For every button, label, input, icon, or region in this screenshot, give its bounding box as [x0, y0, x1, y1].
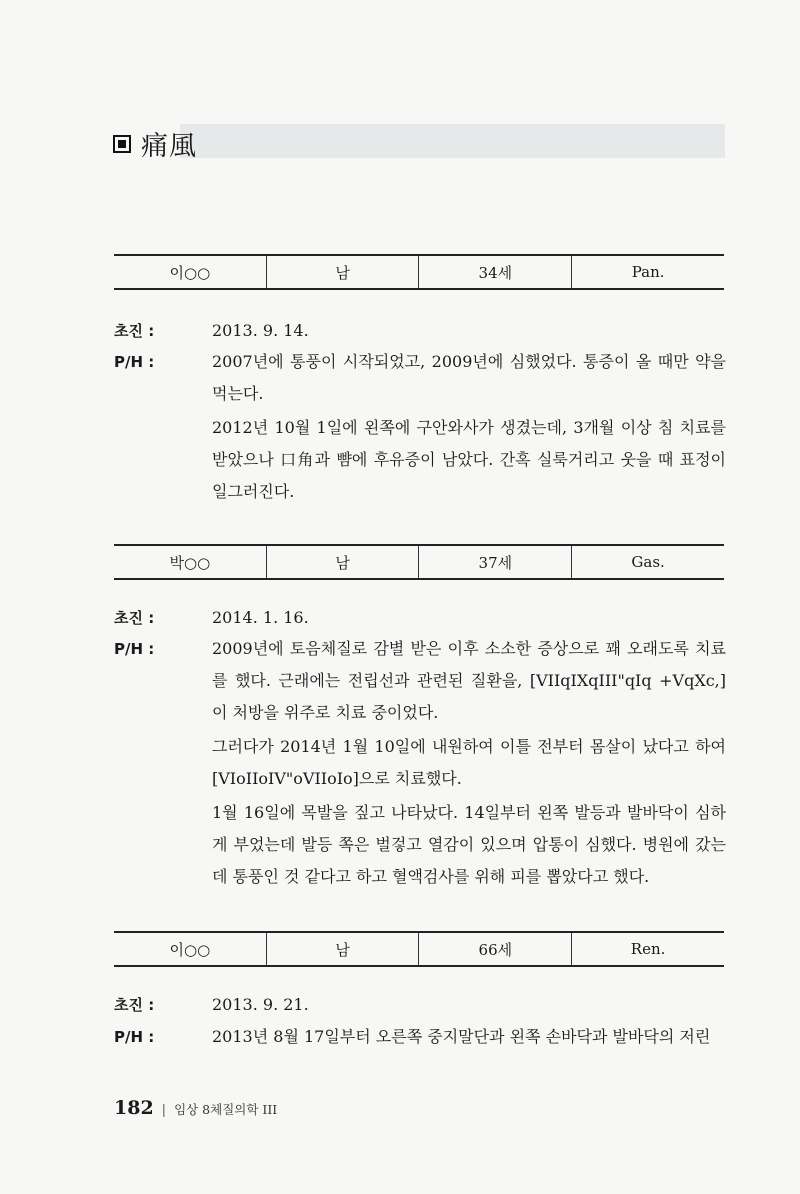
ph-text	[212, 346, 726, 508]
first-visit-label: 초진 :	[114, 996, 155, 1014]
first-visit-date: 2013. 9. 14.	[212, 321, 309, 340]
patient-age: 34세	[419, 255, 572, 289]
patient-name: 이○○	[169, 263, 211, 282]
ph-row-3	[114, 1021, 726, 1053]
patient-table-2	[114, 544, 724, 580]
ph-row-2	[114, 633, 726, 893]
patient-age: 37세	[419, 545, 572, 579]
patient-type: Pan.	[572, 255, 724, 289]
patient-name: 박○○	[169, 553, 211, 572]
patient-type: Gas.	[572, 545, 724, 579]
first-visit-row-2	[114, 602, 726, 634]
section-title	[113, 124, 197, 163]
first-visit-date: 2013. 9. 21.	[212, 995, 309, 1014]
page-footer	[114, 1097, 277, 1119]
square-bullet-icon	[113, 135, 131, 153]
ph-row-1	[114, 346, 726, 508]
patient-row	[114, 255, 724, 289]
ph-paragraph: 2009년에 토음체질로 감별 받은 이후 소소한 증상으로 꽤 오래도록 치료를 했다. 근래에는 전립선과 관련된 질환을, [VIIqIXqIII"qIq +VqXc,] 이 처방을 위주로 치료 중이었다.	[212, 639, 726, 722]
first-visit-row-1	[114, 315, 726, 347]
first-visit-row-3	[114, 989, 726, 1021]
patient-sex: 남	[266, 255, 419, 289]
footer-separator: |	[161, 1103, 167, 1118]
first-visit-date: 2014. 1. 16.	[212, 608, 309, 627]
patient-age: 66세	[419, 932, 572, 966]
patient-row	[114, 932, 724, 966]
ph-paragraph: 1월 16일에 목발을 짚고 나타났다. 14일부터 왼쪽 발등과 발바닥이 심하게 부었는데 발등 쪽은 벌겋고 열감이 있으며 압통이 심했다. 병원에 갔는데 통풍인 것 같다고 하고 혈액검사를 위해 피를 뽑았다고 했다.	[212, 803, 726, 886]
section-title-text: 痛風	[141, 131, 197, 162]
ph-paragraph: 그러다가 2014년 1월 10일에 내원하여 이틀 전부터 몸살이 났다고 하여 [VIoIIoIV"oVIIoIo]으로 치료했다.	[212, 737, 726, 788]
page-number: 182	[114, 1097, 154, 1119]
first-visit-label: 초진 :	[114, 322, 155, 340]
title-band	[180, 124, 725, 158]
ph-text	[212, 1021, 726, 1053]
patient-sex: 남	[266, 932, 419, 966]
patient-table-1	[114, 254, 724, 290]
ph-paragraph: 2007년에 통풍이 시작되었고, 2009년에 심했었다. 통증이 올 때만 약을 먹는다.	[212, 352, 726, 403]
patient-sex: 남	[266, 545, 419, 579]
ph-label: P/H :	[114, 353, 155, 371]
patient-row	[114, 545, 724, 579]
ph-paragraph: 2012년 10월 1일에 왼쪽에 구안와사가 생겼는데, 3개월 이상 침 치료를 받았으나 口角과 뺨에 후유증이 남았다. 간혹 실룩거리고 웃을 때 표정이 일그러진다.	[212, 418, 726, 501]
patient-name: 이○○	[169, 940, 211, 959]
ph-label: P/H :	[114, 1028, 155, 1046]
patient-type: Ren.	[572, 932, 724, 966]
first-visit-label: 초진 :	[114, 609, 155, 627]
ph-paragraph: 2013년 8월 17일부터 오른쪽 중지말단과 왼쪽 손바닥과 발바닥의 저린	[212, 1027, 711, 1046]
ph-text	[212, 633, 726, 893]
ph-label: P/H :	[114, 640, 155, 658]
patient-table-3	[114, 931, 724, 967]
running-title: 임상 8체질의학 III	[174, 1102, 278, 1117]
